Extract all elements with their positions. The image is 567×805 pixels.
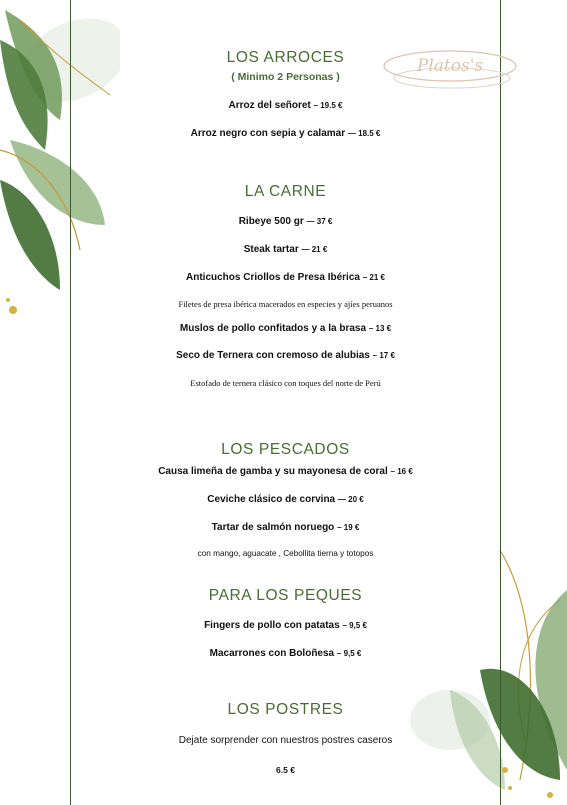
item-name: Ceviche clásico de corvina: [207, 494, 336, 505]
item-price: – 21 €: [362, 273, 385, 282]
menu-item: [71, 494, 500, 505]
item-description: Estofado de ternera clásico con toques del norte de Perú: [190, 378, 381, 388]
menu-content: [71, 0, 500, 805]
menu-item: [71, 648, 500, 659]
section-title-peques: PARA LOS PEQUES: [208, 587, 363, 604]
item-name: Fingers de pollo con patatas: [204, 620, 340, 631]
postres-description: Dejate sorprender con nuestros postres caseros: [178, 735, 393, 746]
item-price: – 13 €: [368, 324, 392, 333]
item-name: Ribeye 500 gr: [238, 216, 304, 227]
item-price: – 17 €: [372, 351, 395, 360]
item-price: — 18.5 €: [347, 129, 381, 138]
section-title-arroces: LOS ARROCES: [226, 49, 345, 66]
svg-text:Platos's: Platos's: [416, 56, 484, 76]
menu-item: [71, 350, 500, 361]
postres-price: 6.5 €: [276, 765, 295, 775]
item-price: – 16 €: [390, 467, 413, 476]
item-price: — 20 €: [337, 495, 364, 504]
item-price: – 19.5 €: [313, 101, 343, 110]
section-title-postres: LOS POSTRES: [227, 701, 344, 718]
section-title-pescados: LOS PESCADOS: [221, 441, 350, 458]
item-name: Causa limeña de gamba y su mayonesa de coral: [158, 466, 388, 477]
item-description: Filetes de presa ibérica macerados en especies y ajíes peruanos: [178, 299, 393, 309]
menu-item: [71, 216, 500, 227]
item-price: – 9,5 €: [342, 621, 367, 630]
item-price: — 37 €: [306, 217, 333, 226]
item-name: Arroz del señoret: [228, 100, 311, 111]
menu-item: [71, 323, 500, 334]
menu-item: [71, 620, 500, 631]
item-name: Muslos de pollo confitados y a la brasa: [179, 323, 367, 334]
menu-item: [71, 522, 500, 533]
menu-item: [71, 466, 500, 477]
menu-item: [71, 272, 500, 283]
section-subtitle-arroces: ( Minimo 2 Personas ): [231, 71, 340, 83]
item-price: — 21 €: [301, 245, 328, 254]
item-name: Steak tartar: [243, 244, 299, 255]
item-price: – 19 €: [337, 523, 360, 532]
menu-item: [71, 244, 500, 255]
section-title-carne: LA CARNE: [244, 183, 327, 200]
item-name: Anticuchos Criollos de Presa Ibérica: [186, 272, 360, 283]
item-name: Seco de Ternera con cremoso de alubias: [176, 350, 370, 361]
item-price: – 9,5 €: [336, 649, 362, 658]
item-name: Macarrones con Boloñesa: [209, 648, 335, 659]
item-name: Tartar de salmón noruego: [211, 522, 335, 533]
item-description: con mango, aguacate , Cebollita tierna y totopos: [197, 549, 374, 558]
menu-item: [71, 128, 500, 139]
menu-item: [71, 100, 500, 111]
item-name: Arroz negro con sepia y calamar: [190, 128, 346, 139]
right-border-line: [500, 0, 501, 805]
